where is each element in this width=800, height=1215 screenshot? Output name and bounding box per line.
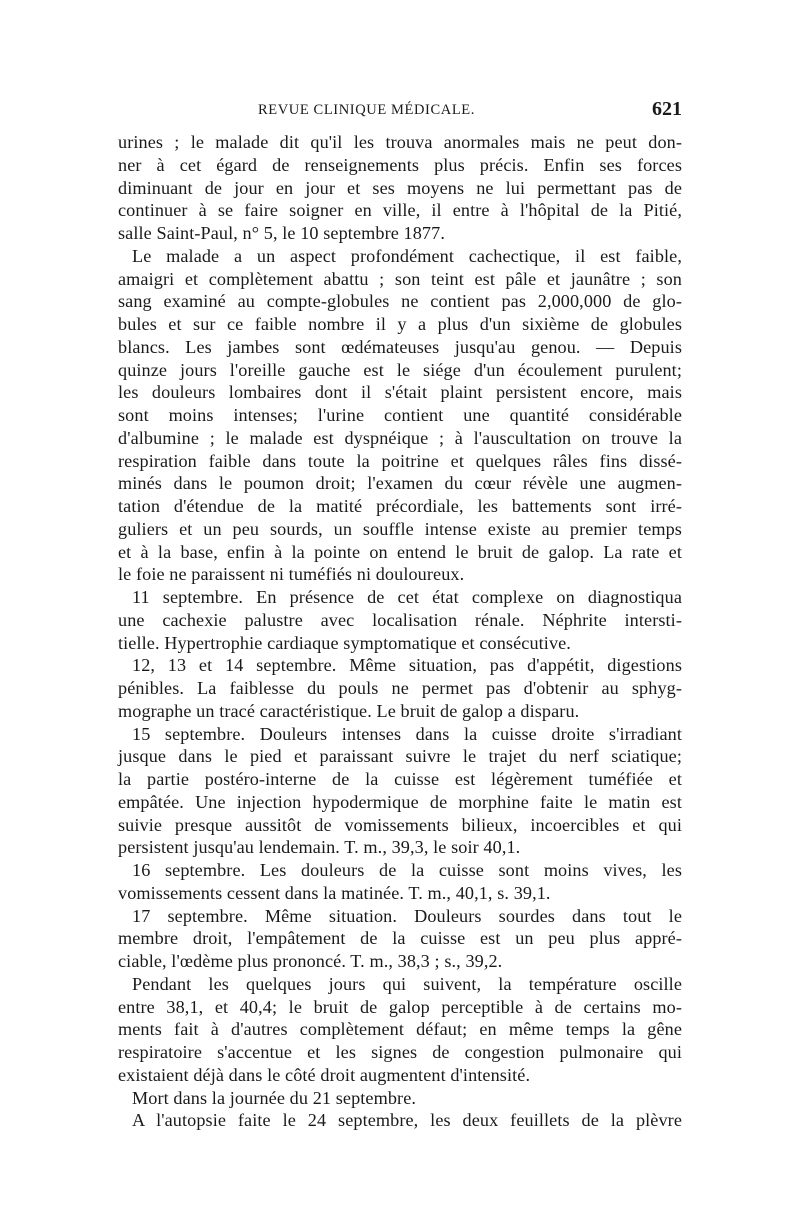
text-line: A l'autopsie faite le 24 septembre, les deux feuillets de la plèvre [132,1110,682,1131]
text-line: mographe un tracé caractéristique. Le bruit de galop a disparu. [118,700,580,721]
text-line: 16 septembre. Les douleurs de la cuisse sont moins vives, les [132,860,682,880]
text-line: jusque dans le pied et paraissant suivre le trajet du nerf sciatique; [118,746,682,767]
text-line: amaigri et complètement abattu ; son teint est pâle et jaunâtre ; son [118,268,682,289]
text-line: bules et sur ce faible nombre il y a plus d'un sixième de globules [118,314,682,334]
text-line: 11 septembre. En présence de cet état complexe on diagnostiqua [132,587,682,607]
text-line: Pendant les quelques jours qui suivent, la température oscille [132,973,682,994]
text-line: tation d'étendue de la matité précordiale, les battements sont irré- [118,496,682,516]
text-line: diminuant de jour en jour et ses moyens ne lui permettant pas de [118,177,682,198]
text-line: et à la base, enfin à la pointe on entend le bruit de galop. La rate et [118,541,682,562]
text-line: tielle. Hypertrophie cardiaque symptomatique et consécutive. [118,632,571,653]
text-line: d'albumine ; le malade est dyspnéique ; à l'auscultation on trouve la [118,427,682,448]
text-line: 15 septembre. Douleurs intenses dans la cuisse droite s'irradiant [132,723,682,744]
page-header [118,98,682,124]
text-line: pénibles. La faiblesse du pouls ne permet pas d'obtenir au sphyg- [118,678,682,698]
text-line: vomissements cessent dans la matinée. T. m., 40,1, s. 39,1. [118,882,551,903]
text-line: la partie postéro-interne de la cuisse est légèrement tuméfiée et [118,769,682,789]
text-line: guliers et un peu sourds, un souffle intense existe au premier temps [118,518,682,539]
text-line: existaient déjà dans le côté droit augmentent d'intensité. [118,1064,531,1085]
text-line: une cachexie palustre avec localisation rénale. Néphrite intersti- [118,609,682,630]
text-line: les douleurs lombaires dont il s'était plaint persistent encore, mais [118,382,682,403]
text-line: entre 38,1, et 40,4; le bruit de galop perceptible à de certains mo- [118,996,682,1017]
text-line: persistent jusqu'au lendemain. T. m., 39,3, le soir 40,1. [118,837,521,858]
text-line: ciable, l'œdème plus prononcé. T. m., 38,3 ; s., 39,2. [118,951,503,971]
text-line: continuer à se faire soigner en ville, il entre à l'hôpital de la Pitié, [118,200,682,221]
page-number: 621 [652,98,682,120]
text-line: quinze jours l'oreille gauche est le siége d'un écoulement purulent; [118,359,682,380]
text-line: sont moins intenses; l'urine contient une quantité considérable [118,405,682,425]
text-line: sang examiné au compte-globules ne contient pas 2,000,000 de glo- [118,291,682,312]
text-line: Le malade a un aspect profondément cachectique, il est faible, [132,245,682,266]
text-line: Mort dans la journée du 21 septembre. [132,1087,417,1108]
text-line: membre droit, l'empâtement de la cuisse est un peu plus appré- [118,928,682,949]
text-line: salle Saint-Paul, n° 5, le 10 septembre 1877. [118,223,445,243]
running-head: REVUE CLINIQUE MÉDICALE. [258,102,475,118]
text-line: empâtée. Une injection hypodermique de morphine faite le matin est [118,791,682,812]
text-line: respiratoire s'accentue et les signes de congestion pulmonaire qui [118,1042,682,1062]
text-line: le foie ne paraissent ni tuméfiés ni douloureux. [118,564,465,585]
text-line: ments fait à d'autres complètement défaut; en même temps la gêne [118,1019,682,1040]
body-text [118,131,682,1132]
text-line: 12, 13 et 14 septembre. Même situation, pas d'appétit, digestions [132,655,682,676]
text-line: respiration faible dans toute la poitrine et quelques râles fins dissé- [118,450,682,471]
text-line: ner à cet égard de renseignements plus précis. Enfin ses forces [118,154,682,175]
text-line: 17 septembre. Même situation. Douleurs sourdes dans tout le [132,905,682,926]
text-line: blancs. Les jambes sont œdémateuses jusqu'au genou. — Depuis [118,336,682,357]
text-line: minés dans le poumon droit; l'examen du cœur révèle une augmen- [118,473,682,494]
text-line: urines ; le malade dit qu'il les trouva anormales mais ne peut don- [118,132,682,152]
text-line: suivie presque aussitôt de vomissements bilieux, incoercibles et qui [118,814,682,835]
